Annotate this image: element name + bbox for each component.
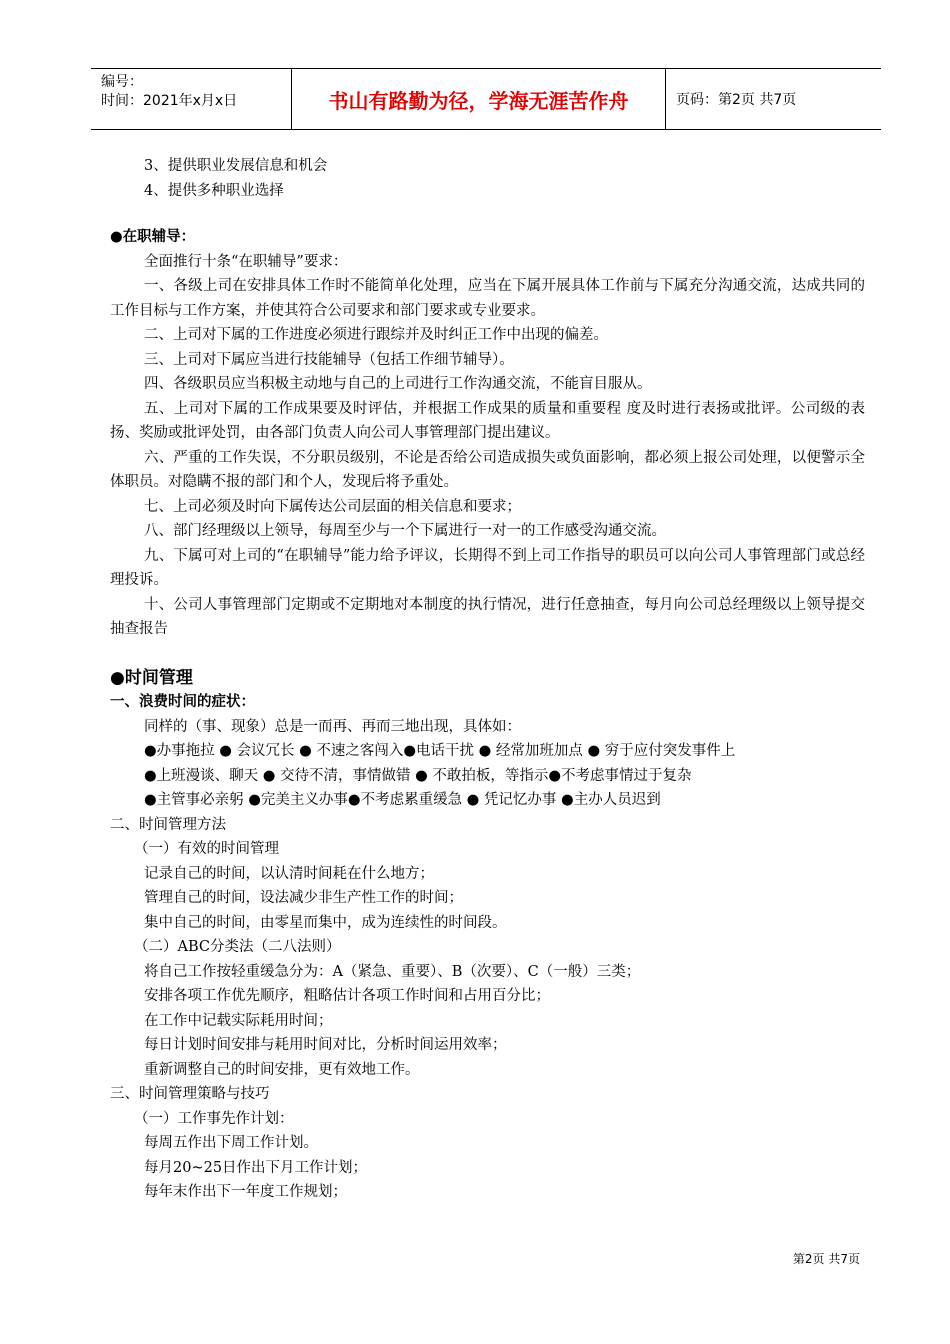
text-line: 管理自己的时间，设法减少非生产性工作的时间； — [144, 890, 463, 906]
coaching-item: 二、上司对下属的工作进度必须进行跟综并及时纠正工作中出现的偏差。 — [144, 327, 608, 343]
coaching-item: 三、上司对下属应当进行技能辅导（包括工作细节辅导）。 — [144, 351, 514, 368]
document-body — [110, 154, 865, 1205]
header-time-label: 时间：2021年x月x日 — [101, 93, 238, 109]
coaching-item: 一、各级上司在安排具体工作时不能简单化处理，应当在下属开展具体工作前与下属充分沟通交流，达成共同的工作目标与工作方案，并使其符合公司要求和部门要求或专业要求。 — [110, 278, 865, 319]
coaching-intro: 全面推行十条“在职辅导”要求： — [144, 253, 348, 270]
text-line: 重新调整自己的时间安排，更有效地工作。 — [144, 1061, 420, 1078]
list-item: 3、提供职业发展信息和机会 — [144, 158, 328, 174]
text-line: 在工作中记载实际耗用时间； — [144, 1012, 333, 1029]
sub-subsection-title: （一）有效的时间管理 — [134, 841, 279, 857]
text-line: 集中自己的时间，由零星而集中，成为连续性的时间段。 — [144, 914, 507, 931]
header-meta — [91, 69, 292, 129]
coaching-item: 十、公司人事管理部门定期或不定期地对本制度的执行情况，进行任意抽查，每月向公司总经理级以上领导提交抽查报告 — [110, 596, 865, 637]
coaching-item: 四、各级职员应当积极主动地与自己的上司进行工作沟通交流，不能盲目服从。 — [144, 376, 652, 392]
header-page-label: 页码：第2页 共7页 — [676, 92, 797, 108]
sub-subsection-title: （一）工作事先作计划： — [134, 1110, 294, 1127]
text-line: 每日计划时间安排与耗用时间对比，分析时间运用效率； — [144, 1037, 507, 1053]
text-line: 每年末作出下一年度工作规划； — [144, 1184, 347, 1200]
list-item: 4、提供多种职业选择 — [144, 182, 284, 199]
text-line: 安排各项工作优先顺序，粗略估计各项工作时间和占用百分比； — [144, 988, 550, 1004]
symptom-line: ●办事拖拉 ● 会议冗长 ● 不速之客闯入●电话干扰 ● 经常加班加点 ● 穷于应付突发事件上 — [144, 743, 736, 759]
subsection-title: 三、时间管理策略与技巧 — [110, 1086, 270, 1102]
page-footer: 第2页 共7页 — [792, 1252, 860, 1266]
coaching-item: 六、严重的工作失误，不分职员级别，不论是否给公司造成损失或负面影响，都必须上报公司处理，以便警示全体职员。对隐瞒不报的部门和个人，发现后将予重处。 — [110, 449, 865, 490]
subsection-title: 二、时间管理方法 — [110, 816, 226, 833]
section-heading-coaching: ●在职辅导： — [110, 228, 196, 245]
sub-subsection-title: （二）ABC分类法（二八法则） — [134, 939, 341, 955]
coaching-item: 九、下属可对上司的“在职辅导”能力给予评议，长期得不到上司工作指导的职员可以向公司人事管理部门或总经理投诉。 — [110, 547, 865, 588]
section-heading-time-management: ●时间管理 — [110, 667, 193, 688]
text-line: 记录自己的时间，以认清时间耗在什么地方； — [144, 865, 434, 882]
text-line: 将自己工作按轻重缓急分为：A（紧急、重要）、B（次要）、C（一般）三类； — [144, 963, 641, 980]
symptom-line: ●上班漫谈、聊天 ● 交待不清，事情做错 ● 不敢拍板，等指示●不考虑事情过于复杂 — [144, 767, 692, 784]
coaching-item: 七、上司必须及时向下属传达公司层面的相关信息和要求； — [144, 498, 521, 515]
subsection-title: 一、浪费时间的症状： — [110, 693, 255, 710]
page-header — [91, 68, 881, 130]
text-line: 每月20~25日作出下月工作计划； — [144, 1159, 368, 1176]
symptom-line: ●主管事必亲躬 ●完美主义办事●不考虑累重缓急 ● 凭记忆办事 ●主办人员迟到 — [144, 792, 661, 808]
coaching-item: 八、部门经理级以上领导，每周至少与一个下属进行一对一的工作感受沟通交流。 — [144, 523, 666, 539]
header-motto: 书山有路勤为径，学海无涯苦作舟 — [292, 69, 666, 129]
text-line: 每周五作出下周工作计划。 — [144, 1135, 318, 1151]
header-number-label: 编号： — [101, 74, 143, 90]
text-line: 同样的（事、现象）总是一而再、再而三地出现，具体如： — [144, 718, 521, 735]
coaching-item: 五、上司对下属的工作成果要及时评估，并根据工作成果的质量和重要程 度及时进行表扬或批评。公司级的表扬、奖励或批评处罚，由各部门负责人向公司人事管理部门提出建议。 — [110, 400, 865, 441]
